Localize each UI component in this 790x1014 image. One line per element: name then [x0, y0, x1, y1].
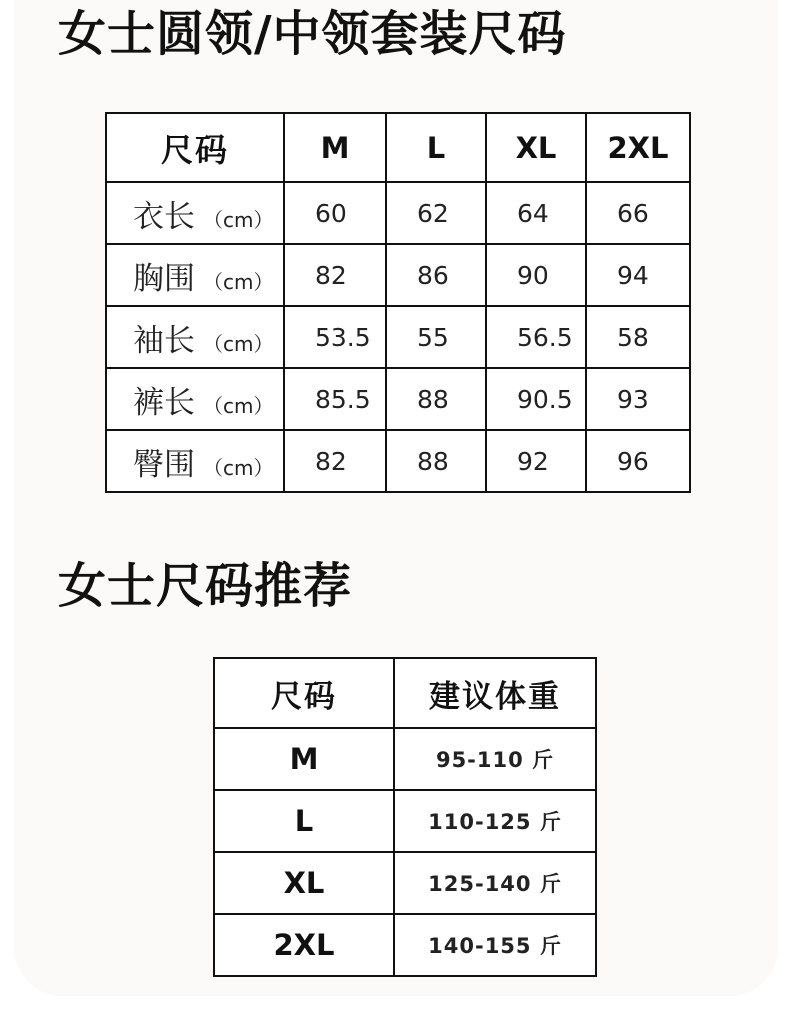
table-row — [214, 728, 596, 790]
table-row — [106, 368, 690, 430]
row-label: 臀围 — [133, 446, 195, 483]
row-label-cell — [106, 182, 284, 244]
size-chart-header-row — [106, 113, 690, 182]
table-cell: 85.5 — [284, 368, 386, 430]
table-cell: 92 — [486, 430, 586, 492]
table-cell: 58 — [586, 306, 690, 368]
row-label-cell — [106, 368, 284, 430]
table-cell: 60 — [284, 182, 386, 244]
size-header-m: M — [284, 113, 386, 182]
weight-cell: 140-155 斤 — [394, 914, 596, 976]
row-label-cell — [106, 430, 284, 492]
table-cell: 53.5 — [284, 306, 386, 368]
table-cell: 64 — [486, 182, 586, 244]
size-header-l: L — [386, 113, 486, 182]
row-label: 衣长 — [133, 198, 195, 235]
size-chart-table — [105, 112, 691, 493]
table-cell: 82 — [284, 244, 386, 306]
table-cell: 55 — [386, 306, 486, 368]
table-cell: 88 — [386, 430, 486, 492]
table-cell: 94 — [586, 244, 690, 306]
size-header-2xl: 2XL — [586, 113, 690, 182]
row-label-cell — [106, 306, 284, 368]
weight-cell: 110-125 斤 — [394, 790, 596, 852]
table-cell: 90.5 — [486, 368, 586, 430]
size-cell: L — [214, 790, 394, 852]
row-label: 裤长 — [133, 384, 195, 421]
size-cell: 2XL — [214, 914, 394, 976]
table-cell: 86 — [386, 244, 486, 306]
table-row — [214, 914, 596, 976]
table-cell: 96 — [586, 430, 690, 492]
unit-label: （cm） — [203, 269, 274, 294]
table-cell: 90 — [486, 244, 586, 306]
row-label-cell — [106, 244, 284, 306]
table-cell: 62 — [386, 182, 486, 244]
header-weight: 建议体重 — [394, 658, 596, 728]
unit-label: （cm） — [203, 393, 274, 418]
size-chart-title: 女士圆领/中领套装尺码 — [58, 6, 567, 62]
size-cell: M — [214, 728, 394, 790]
table-row — [214, 852, 596, 914]
table-row — [106, 306, 690, 368]
recommendation-title: 女士尺码推荐 — [58, 558, 353, 614]
weight-cell: 125-140 斤 — [394, 852, 596, 914]
table-cell: 88 — [386, 368, 486, 430]
table-row — [106, 430, 690, 492]
table-row — [106, 244, 690, 306]
table-row — [214, 790, 596, 852]
row-label: 袖长 — [133, 322, 195, 359]
table-cell: 82 — [284, 430, 386, 492]
weight-cell: 95-110 斤 — [394, 728, 596, 790]
row-label: 胸围 — [133, 260, 195, 297]
size-header-xl: XL — [486, 113, 586, 182]
table-row — [106, 182, 690, 244]
table-cell: 56.5 — [486, 306, 586, 368]
table-cell: 93 — [586, 368, 690, 430]
header-size: 尺码 — [214, 658, 394, 728]
recommendation-header-row — [214, 658, 596, 728]
table-cell: 66 — [586, 182, 690, 244]
unit-label: （cm） — [203, 207, 274, 232]
unit-label: （cm） — [203, 331, 274, 356]
size-chart-corner-label: 尺码 — [106, 113, 284, 182]
unit-label: （cm） — [203, 455, 274, 480]
recommendation-table — [213, 657, 597, 977]
size-cell: XL — [214, 852, 394, 914]
